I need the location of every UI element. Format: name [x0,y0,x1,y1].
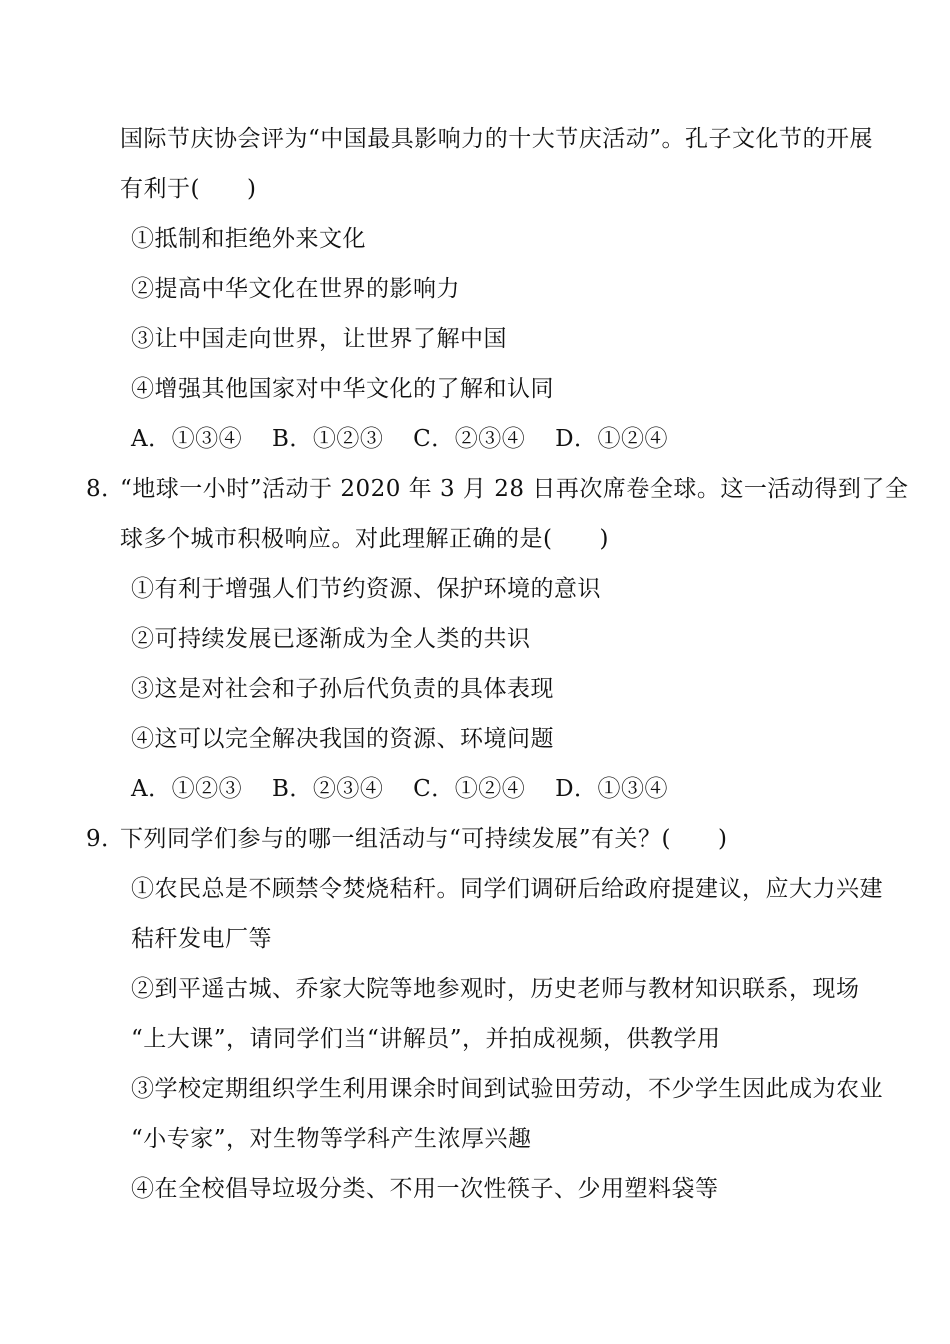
q8-item-2: ②可持续发展已逐渐成为全人类的共识 [131,626,531,652]
q9-item-4: ④在全校倡导垃圾分类、不用一次性筷子、少用塑料袋等 [131,1176,719,1202]
q9-item-3-line2: “小专家”，对生物等学科产生浓厚兴趣 [131,1126,532,1152]
q7-item-1: ①抵制和拒绝外来文化 [131,226,366,252]
q9-number: 9． [86,826,125,852]
q7-stem-line1: 国际节庆协会评为“中国最具影响力的十大节庆活动”。孔子文化节的开展 [120,126,874,152]
q8-option-b[interactable]: B．②③④ [271,776,384,802]
q8-number: 8． [86,476,125,502]
q9-item-1-line1: ①农民总是不顾禁令焚烧秸秆。同学们调研后给政府提建议，应大力兴建 [131,876,883,902]
q8-item-4: ④这可以完全解决我国的资源、环境问题 [131,726,554,752]
q7-option-d[interactable]: D．①②④ [555,426,669,452]
q8-item-3: ③这是对社会和子孙后代负责的具体表现 [131,676,554,702]
q7-option-a[interactable]: A．①③④ [131,426,243,452]
q8-option-c[interactable]: C．①②④ [413,776,526,802]
q7-item-4: ④增强其他国家对中华文化的了解和认同 [131,376,554,402]
q9-item-2-line1: ②到平遥古城、乔家大院等地参观时，历史老师与教材知识联系，现场 [131,976,860,1002]
q7-stem-line2: 有利于( ) [120,176,257,202]
q9-item-3-line1: ③学校定期组织学生利用课余时间到试验田劳动，不少学生因此成为农业 [131,1076,883,1102]
q9-item-2-line2: “上大课”，请同学们当“讲解员”，并拍成视频，供教学用 [131,1026,721,1052]
q9-stem [86,824,727,854]
q9-item-1-line2: 秸秆发电厂等 [131,926,272,952]
q8-item-1: ①有利于增强人们节约资源、保护环境的意识 [131,576,601,602]
q7-option-b[interactable]: B．①②③ [271,426,384,452]
q7-option-c[interactable]: C．②③④ [413,426,526,452]
q8-options [131,774,668,804]
q7-item-3: ③让中国走向世界，让世界了解中国 [131,326,507,352]
q8-stem-text: “地球一小时”活动于 2020 年 3 月 28 日再次席卷全球。这一活动得到了全 [120,476,909,502]
q7-options [131,424,668,454]
q7-item-2: ②提高中华文化在世界的影响力 [131,276,460,302]
q8-stem-line1 [86,474,908,504]
q9-stem-text: 下列同学们参与的哪一组活动与“可持续发展”有关？( ) [120,826,728,852]
q8-option-a[interactable]: A．①②③ [131,776,243,802]
q8-stem-line2: 球多个城市积极响应。对此理解正确的是( ) [120,526,609,552]
q8-option-d[interactable]: D．①③④ [555,776,669,802]
